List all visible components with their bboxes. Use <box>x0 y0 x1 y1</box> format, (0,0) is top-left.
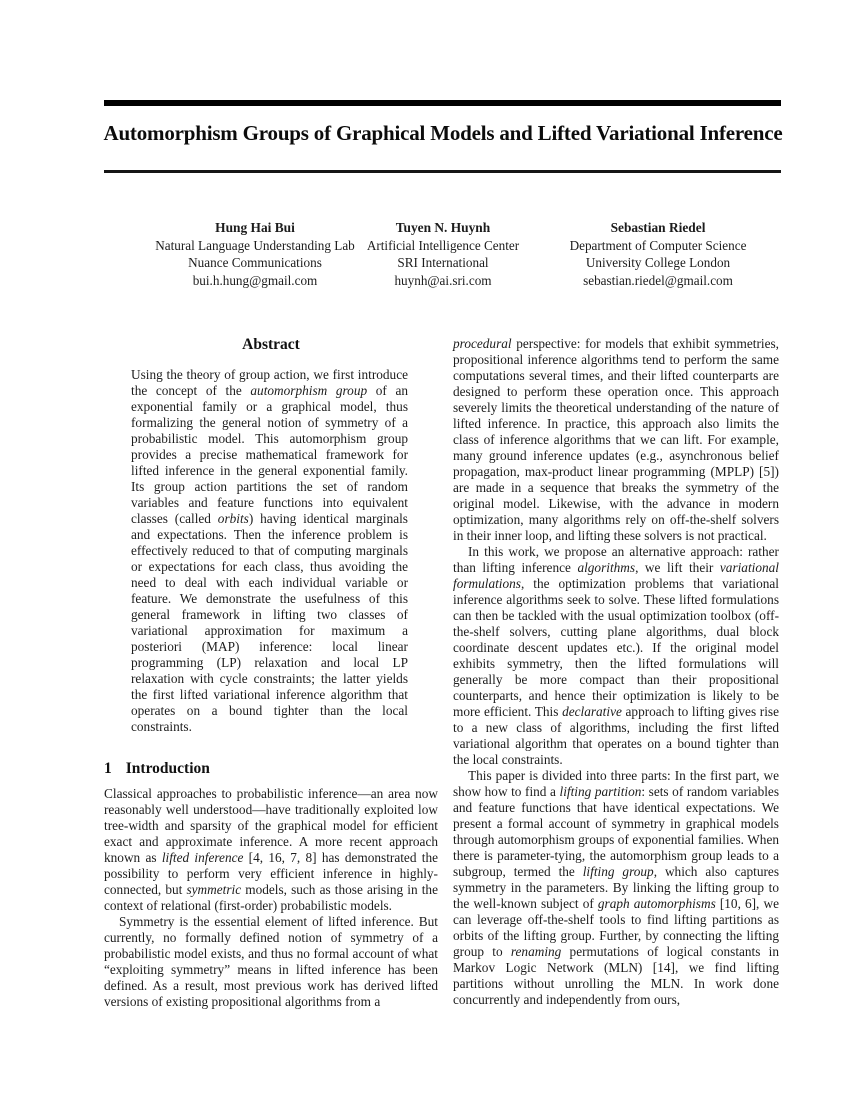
section-number: 1 <box>104 760 112 777</box>
body-text: approach to lifting gives rise to a new class of algorithms, including the first lifted variational algorithm that operates on a bound tighter than the local constraints. <box>453 704 779 767</box>
section-title: Introduction <box>125 760 210 777</box>
author-block-2 <box>321 219 565 289</box>
body-text: Using the theory of group action, we first introduce the concept of the <box>131 367 408 398</box>
body-text: , we lift their <box>635 560 720 575</box>
emphasized-text: renaming <box>510 944 562 959</box>
title-rule-bottom <box>104 170 781 173</box>
abstract-text <box>131 367 408 735</box>
left-column-text <box>104 786 438 1010</box>
body-text: models, such as those arising in the context of relational (first-order) probabilistic models. <box>104 882 438 913</box>
body-text: Symmetry is the essential element of lifted inference. But currently, no formally defined notion of symmetry of a probabilistic model exists, and thus no formal account of what “exploiting symmetry” means in lifted inference has been defined. As a result, most previous work has derived lifted versions of existing propositional algorithms from a <box>104 914 438 1009</box>
emphasized-text: automorphism group <box>250 383 368 398</box>
body-text: ) having identical marginals and expectations. Then the inference problem is effectively reduced to that of computing marginals or expectations for each class, thus avoiding the need to deal with each individual variable or feature. We demonstrate the usefulness of this general framework in lifting two classes of variational approximation for maximum a posteriori (MAP) inference: local linear programming (LP) relaxation and local LP relaxation with cycle constraints; the latter yields the first lifted variational inference algorithm that operates on a bound tighter than the local constraints. <box>131 511 408 734</box>
paragraph <box>104 786 438 914</box>
emphasized-text: algorithms <box>577 560 636 575</box>
author-name: Tuyen N. Huynh <box>395 220 491 235</box>
body-text: [10, 6], we can leverage off-the-shelf tools to find lifting partitions as orbits of the lifting group. Further, by connecting the lifting group to <box>453 896 779 959</box>
author-affiliation: Natural Language Understanding Lab <box>155 237 355 253</box>
author-email: bui.h.hung@gmail.com <box>192 272 318 288</box>
section-heading-introduction <box>104 760 210 778</box>
body-text: permutations of logical constants in Markov Logic Network (MLN) [14], we find lifting partitions without unrolling the MLN. In work done concurrently and independently from ours, <box>453 944 780 1007</box>
author-affiliation: Department of Computer Science <box>569 237 747 253</box>
paper-title: Automorphism Groups of Graphical Models and Lifted Variational Inference <box>103 121 783 145</box>
body-text: , the optimization problems that variational inference algorithms seek to solve. These lifted formulations can then be tackled with the usual optimization toolbox (off-the-shelf solvers, cutting plane algorithms, dual block coordinate descent updates etc.). If the original model exhibits symmetry, then the lifted formulations will generally be more compact than their propositional counterparts, and hence their optimization is likely to be more efficient. This <box>453 576 779 719</box>
body-text: [4, 16, 7, 8] has demonstrated the possibility to perform very efficient inference in highly-connected, but <box>104 850 438 897</box>
author-email: sebastian.riedel@gmail.com <box>583 272 733 288</box>
body-text: perspective: for models that exhibit symmetries, propositional inference algorithms tend to perform the same computations several times, and their lifted counterparts are designed to perform these operation once. This approach severely limits the theoretical understanding of the nature of lifted inference. In practice, this approach also limits the class of inference algorithms that we can lift. For example, many ground inference updates (e.g., asynchronous belief propagation, max-product linear programming (MPLP) [5]) are made in a sequence that breaks the symmetry of the original model. Likewise, with the advance in modern optimization, many algorithms rely on off-the-shelf solvers in their inner loop, and lifting these solvers is not practical. <box>453 336 779 543</box>
paragraph <box>131 367 408 735</box>
emphasized-text: lifting partition <box>559 784 642 799</box>
author-name: Hung Hai Bui <box>215 220 295 235</box>
right-column-text <box>453 336 779 1008</box>
abstract-heading: Abstract <box>242 336 300 353</box>
author-affiliation: Nuance Communications <box>188 255 322 270</box>
author-affiliation: University College London <box>585 255 731 270</box>
emphasized-text: graph automorphisms <box>597 896 716 911</box>
paragraph <box>453 768 779 1008</box>
body-text: Classical approaches to probabilistic inference—an area now reasonably well understood—have traditionally exploited low tree-width and sparsity of the graphical model for efficient exact and approximate inference. A more recent approach known as <box>104 786 438 865</box>
author-affiliation: SRI International <box>397 255 489 270</box>
author-name: Sebastian Riedel <box>610 220 706 235</box>
paragraph <box>453 544 779 768</box>
body-text: In this work, we propose an alternative approach: rather than lifting inference <box>453 544 779 575</box>
author-email: huynh@ai.sri.com <box>394 272 492 288</box>
body-text: , which also captures symmetry in the parameters. By linking the lifting group to the well-known subject of <box>453 864 779 911</box>
emphasized-text: symmetric <box>186 882 242 897</box>
paragraph <box>453 336 779 544</box>
emphasized-text: procedural <box>453 336 512 351</box>
author-affiliation: Artificial Intelligence Center <box>366 237 520 253</box>
emphasized-text: orbits <box>217 511 249 526</box>
body-text: of an exponential family or a graphical model, thus formalizing the general notion of symmetry of a probabilistic model. This automorphism group provides a precise mathematical framework for lifted inference in the general exponential family. Its group action partitions the set of random variables and feature functions into equivalent classes (called <box>131 383 408 526</box>
paragraph <box>104 914 438 1010</box>
title-rule-top <box>104 100 781 106</box>
emphasized-text: variational formulations <box>453 560 779 591</box>
emphasized-text: declarative <box>562 704 622 719</box>
emphasized-text: lifted inference <box>161 850 244 865</box>
body-text: : sets of random variables and feature functions that have identical expectations. We present a formal account of symmetry in graphical models through automorphism groups of exponential families. When there is parameter-tying, the automorphism group leads to a subgroup, termed the <box>453 784 780 879</box>
body-text: This paper is divided into three parts: In the first part, we show how to find a <box>453 768 779 799</box>
author-block-3 <box>536 219 780 289</box>
emphasized-text: lifting group <box>582 864 654 879</box>
